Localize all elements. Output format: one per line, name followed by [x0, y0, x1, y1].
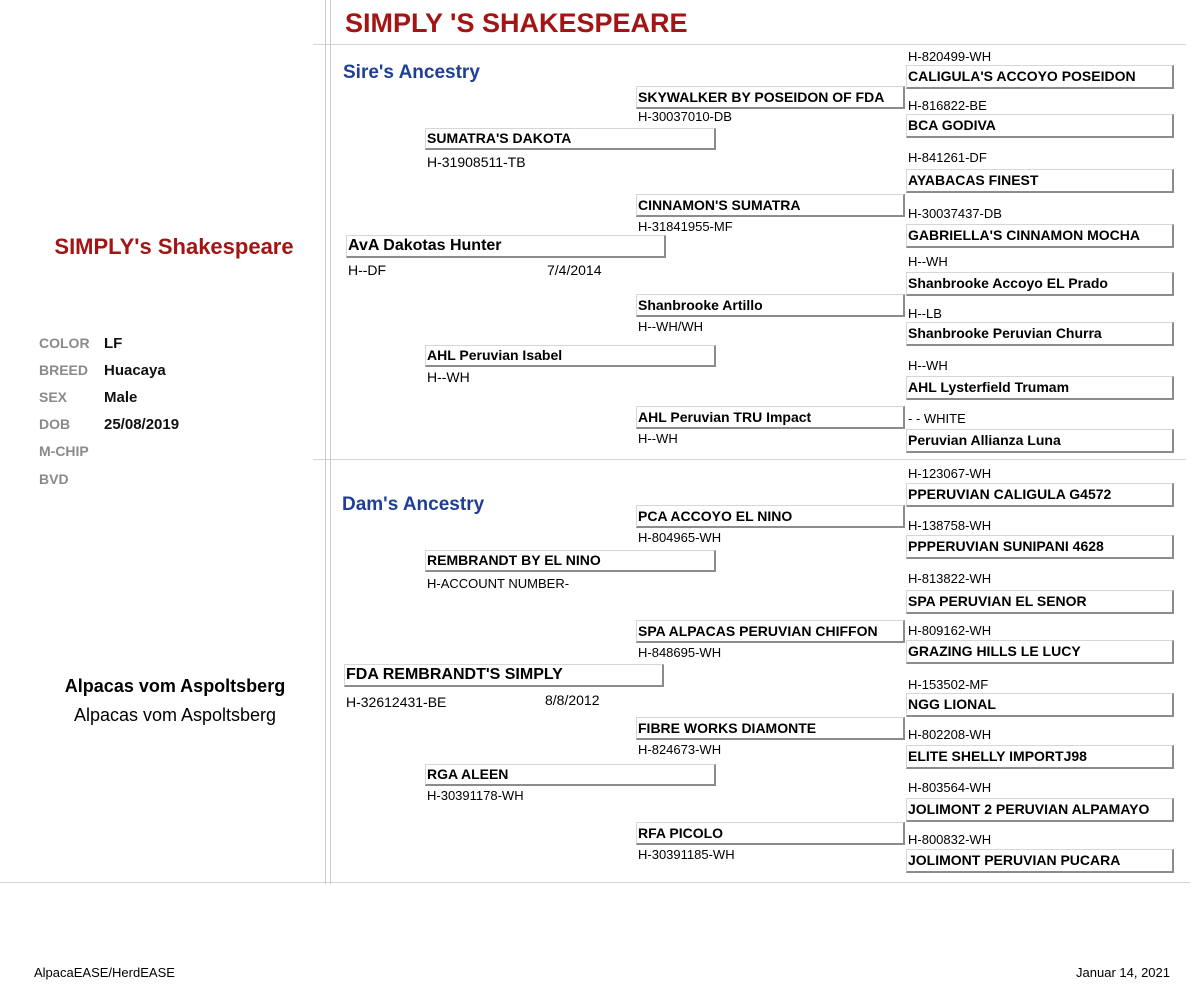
sire-gggp-7-box: AHL Lysterfield Trumam — [906, 376, 1174, 400]
sire-gggp-4-reg: H-30037437-DB — [908, 206, 1002, 221]
dam-gggp-1-reg: H-123067-WH — [908, 466, 992, 481]
color-label: COLOR — [39, 335, 90, 351]
dam-gggp-3-box: SPA PERUVIAN EL SENOR — [906, 590, 1174, 614]
sire-gggp-5-reg: H--WH — [908, 254, 948, 269]
dam-gggp-4-reg: H-809162-WH — [908, 623, 992, 638]
sire-ggp-4-box: AHL Peruvian TRU Impact — [636, 406, 905, 429]
sire-ggp-4-reg: H--WH — [638, 431, 678, 446]
dam-gggp-2-reg: H-138758-WH — [908, 518, 992, 533]
breed-value: Huacaya — [104, 362, 166, 379]
sire-gggp-2-box: BCA GODIVA — [906, 114, 1174, 138]
dam-name-box: FDA REMBRANDT'S SIMPLY — [344, 664, 664, 687]
sire-gggp-8-reg: - - WHITE — [908, 411, 966, 426]
owner-subtitle: Alpacas vom Aspoltsberg — [73, 705, 277, 725]
sire-ggp-3-reg: H--WH/WH — [638, 319, 703, 334]
dam-section-heading: Dam's Ancestry — [342, 494, 485, 515]
page-title: SIMPLY 'S SHAKESPEARE — [345, 8, 688, 38]
owner-name: Alpacas vom Aspoltsberg — [64, 676, 286, 696]
sire-gggp-6-reg: H--LB — [908, 306, 942, 321]
dam-gggp-5-reg: H-153502-MF — [908, 677, 989, 692]
dam-gp-2-box: RGA ALEEN — [425, 764, 716, 786]
sire-gggp-6-box: Shanbrooke Peruvian Churra — [906, 322, 1174, 346]
sire-ggp-1-reg: H-30037010-DB — [638, 109, 732, 124]
sex-label: SEX — [39, 389, 68, 405]
dam-dob: 8/8/2012 — [545, 692, 600, 708]
dam-gp-2-reg: H-30391178-WH — [427, 788, 524, 803]
divider-vertical-left — [325, 0, 326, 884]
dam-gp-1-reg: H-ACCOUNT NUMBER- — [427, 576, 570, 591]
dam-reg: H-32612431-BE — [346, 694, 447, 710]
sire-gp-1-reg: H-31908511-TB — [427, 154, 526, 170]
sire-gp-2-reg: H--WH — [427, 369, 470, 385]
dam-gggp-8-reg: H-800832-WH — [908, 832, 992, 847]
dam-ggp-4-box: RFA PICOLO — [636, 822, 905, 845]
sire-gggp-8-box: Peruvian Allianza Luna — [906, 429, 1174, 453]
sire-name-box: AvA Dakotas Hunter — [346, 235, 666, 258]
footer-date: Januar 14, 2021 — [1076, 965, 1170, 980]
dam-gggp-6-reg: H-802208-WH — [908, 727, 992, 742]
sire-ggp-3-box: Shanbrooke Artillo — [636, 294, 905, 317]
dam-ggp-3-box: FIBRE WORKS DIAMONTE — [636, 717, 905, 740]
dam-gggp-8-box: JOLIMONT PERUVIAN PUCARA — [906, 849, 1174, 873]
dam-gggp-5-box: NGG LIONAL — [906, 693, 1174, 717]
sex-value: Male — [104, 389, 138, 406]
sire-reg: H--DF — [348, 262, 387, 278]
dam-gggp-7-box: JOLIMONT 2 PERUVIAN ALPAMAYO — [906, 798, 1174, 822]
sire-section-heading: Sire's Ancestry — [343, 62, 480, 83]
divider-bottom — [0, 882, 1190, 883]
sire-gp-1-box: SUMATRA'S DAKOTA — [425, 128, 716, 150]
dob-label: DOB — [39, 416, 71, 432]
dam-ggp-2-reg: H-848695-WH — [638, 645, 722, 660]
sire-gggp-5-box: Shanbrooke Accoyo EL Prado — [906, 272, 1174, 296]
sire-ggp-1-box: SKYWALKER BY POSEIDON OF FDA — [636, 86, 905, 109]
animal-name: SIMPLY's Shakespeare — [54, 234, 294, 259]
sire-ggp-2-reg: H-31841955-MF — [638, 219, 733, 234]
dam-ggp-1-reg: H-804965-WH — [638, 530, 722, 545]
dob-value: 25/08/2019 — [104, 416, 180, 433]
dam-ggp-1-box: PCA ACCOYO EL NINO — [636, 505, 905, 528]
dam-ggp-2-box: SPA ALPACAS PERUVIAN CHIFFON — [636, 620, 905, 643]
dam-gggp-4-box: GRAZING HILLS LE LUCY — [906, 640, 1174, 664]
sire-gggp-4-box: GABRIELLA'S CINNAMON MOCHA — [906, 224, 1174, 248]
breed-label: BREED — [39, 362, 89, 378]
sire-ggp-2-box: CINNAMON'S SUMATRA — [636, 194, 905, 217]
sire-gggp-3-box: AYABACAS FINEST — [906, 169, 1174, 193]
sire-gggp-2-reg: H-816822-BE — [908, 98, 987, 113]
dam-gp-1-box: REMBRANDT BY EL NINO — [425, 550, 716, 572]
sire-gp-2-box: AHL Peruvian Isabel — [425, 345, 716, 367]
sire-gggp-1-box: CALIGULA'S ACCOYO POSEIDON — [906, 65, 1174, 89]
sire-gggp-3-reg: H-841261-DF — [908, 150, 987, 165]
sire-dob: 7/4/2014 — [547, 262, 602, 278]
divider-sire-dam — [313, 459, 1186, 460]
divider-under-title — [313, 44, 1186, 45]
dam-gggp-1-box: PPERUVIAN CALIGULA G4572 — [906, 483, 1174, 507]
dam-gggp-3-reg: H-813822-WH — [908, 571, 992, 586]
footer-software: AlpacaEASE/HerdEASE — [34, 965, 175, 980]
dam-gggp-6-box: ELITE SHELLY IMPORTJ98 — [906, 745, 1174, 769]
dam-ggp-3-reg: H-824673-WH — [638, 742, 722, 757]
dam-gggp-2-box: PPPERUVIAN SUNIPANI 4628 — [906, 535, 1174, 559]
color-value: LF — [104, 335, 123, 352]
sire-gggp-1-reg: H-820499-WH — [908, 49, 992, 64]
bvd-label: BVD — [39, 471, 69, 487]
mchip-label: M-CHIP — [39, 443, 89, 459]
sire-gggp-7-reg: H--WH — [908, 358, 948, 373]
dam-gggp-7-reg: H-803564-WH — [908, 780, 992, 795]
divider-vertical-right — [330, 0, 331, 884]
dam-ggp-4-reg: H-30391185-WH — [638, 847, 735, 862]
